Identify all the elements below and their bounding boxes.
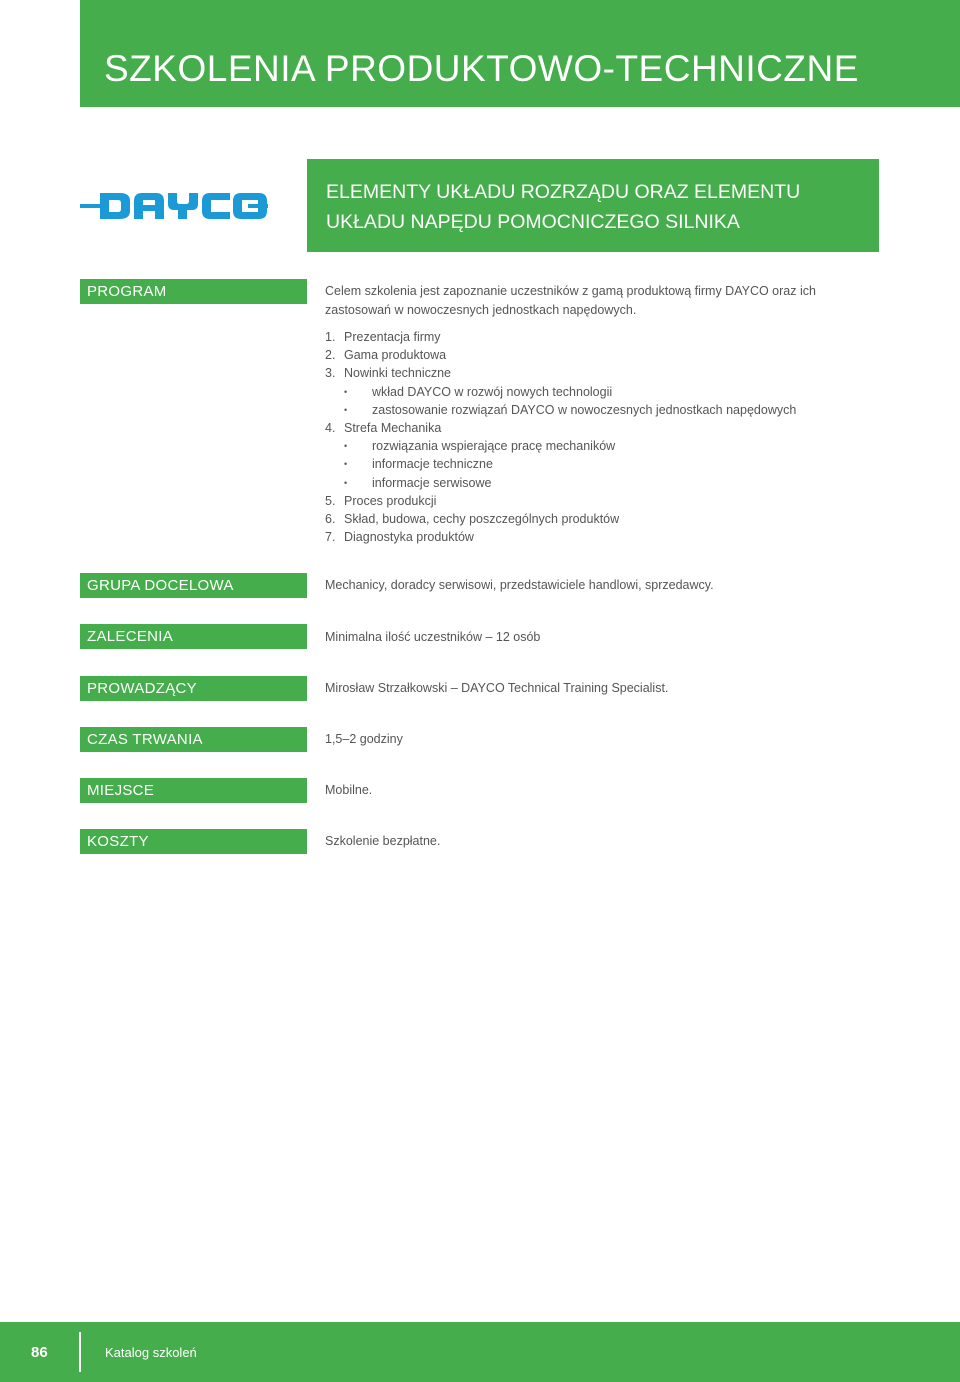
czas-trwania-value: 1,5–2 godziny (325, 732, 403, 746)
czas-trwania-label: CZAS TRWANIA (80, 727, 307, 752)
list-subitem: • informacje serwisowe (344, 475, 492, 490)
zalecenia-label: ZALECENIA (80, 624, 307, 649)
miejsce-value: Mobilne. (325, 783, 373, 797)
footer (0, 1322, 960, 1382)
list-subitem: • rozwiązania wspierające pracę mechaników (344, 439, 616, 454)
program-intro: Celem szkolenia jest zapoznanie uczestników z gamą produktową firmy DAYCO oraz ich zastosowań w nowoczesnych jednostkach napędowych. (325, 284, 816, 317)
list-item: 4. Strefa Mechanika (325, 420, 442, 435)
list-item: 5. Proces produkcji (325, 493, 437, 508)
program-list (325, 328, 885, 546)
course-title-line-1: ELEMENTY UKŁADU ROZRZĄDU ORAZ ELEMENTU (326, 181, 801, 203)
list-subitem: • informacje techniczne (344, 457, 493, 472)
list-subitem: • zastosowanie rozwiązań DAYCO w nowoczesnych jednostkach napędowych (344, 402, 797, 417)
koszty-label: KOSZTY (80, 829, 307, 854)
list-item: 6. Skład, budowa, cechy poszczególnych produktów (325, 511, 620, 526)
program-label: PROGRAM (80, 279, 307, 304)
list-item: 1. Prezentacja firmy (325, 330, 441, 344)
logo-letter-a (134, 193, 164, 219)
course-title (326, 177, 800, 237)
miejsce-label: MIEJSCE (80, 778, 307, 803)
zalecenia-value: Minimalna ilość uczestników – 12 osób (325, 630, 541, 644)
list-item: 3. Nowinki techniczne (325, 366, 451, 381)
list-item: 2. Gama produktowa (325, 348, 447, 363)
footer-divider (79, 1332, 81, 1372)
footer-catalog-title: Katalog szkoleń (105, 1345, 197, 1360)
grupa-docelowa-label: GRUPA DOCELOWA (80, 573, 307, 598)
logo-letter-d (100, 193, 130, 219)
page-title: SZKOLENIA PRODUKTOWO-TECHNICZNE (104, 48, 859, 89)
list-subitem: • wkład DAYCO w rozwój nowych technologii (344, 384, 613, 399)
list-item: 7. Diagnostyka produktów (325, 530, 474, 545)
logo-letter-c (202, 193, 230, 219)
page-number: 86 (31, 1344, 48, 1361)
koszty-value: Szkolenie bezpłatne. (325, 834, 441, 848)
dayco-logo (80, 193, 268, 219)
prowadzacy-value: Mirosław Strzałkowski – DAYCO Technical Training Specialist. (325, 681, 669, 695)
grupa-docelowa-value: Mechanicy, doradcy serwisowi, przedstawiciele handlowi, sprzedawcy. (325, 578, 714, 592)
logo-letter-y (168, 193, 198, 219)
course-title-line-2: UKŁADU NAPĘDU POMOCNICZEGO SILNIKA (326, 211, 740, 233)
course-title-box (307, 159, 879, 252)
logo-stripe-left (80, 204, 102, 208)
prowadzacy-label: PROWADZĄCY (80, 676, 307, 701)
header-band (80, 0, 960, 107)
